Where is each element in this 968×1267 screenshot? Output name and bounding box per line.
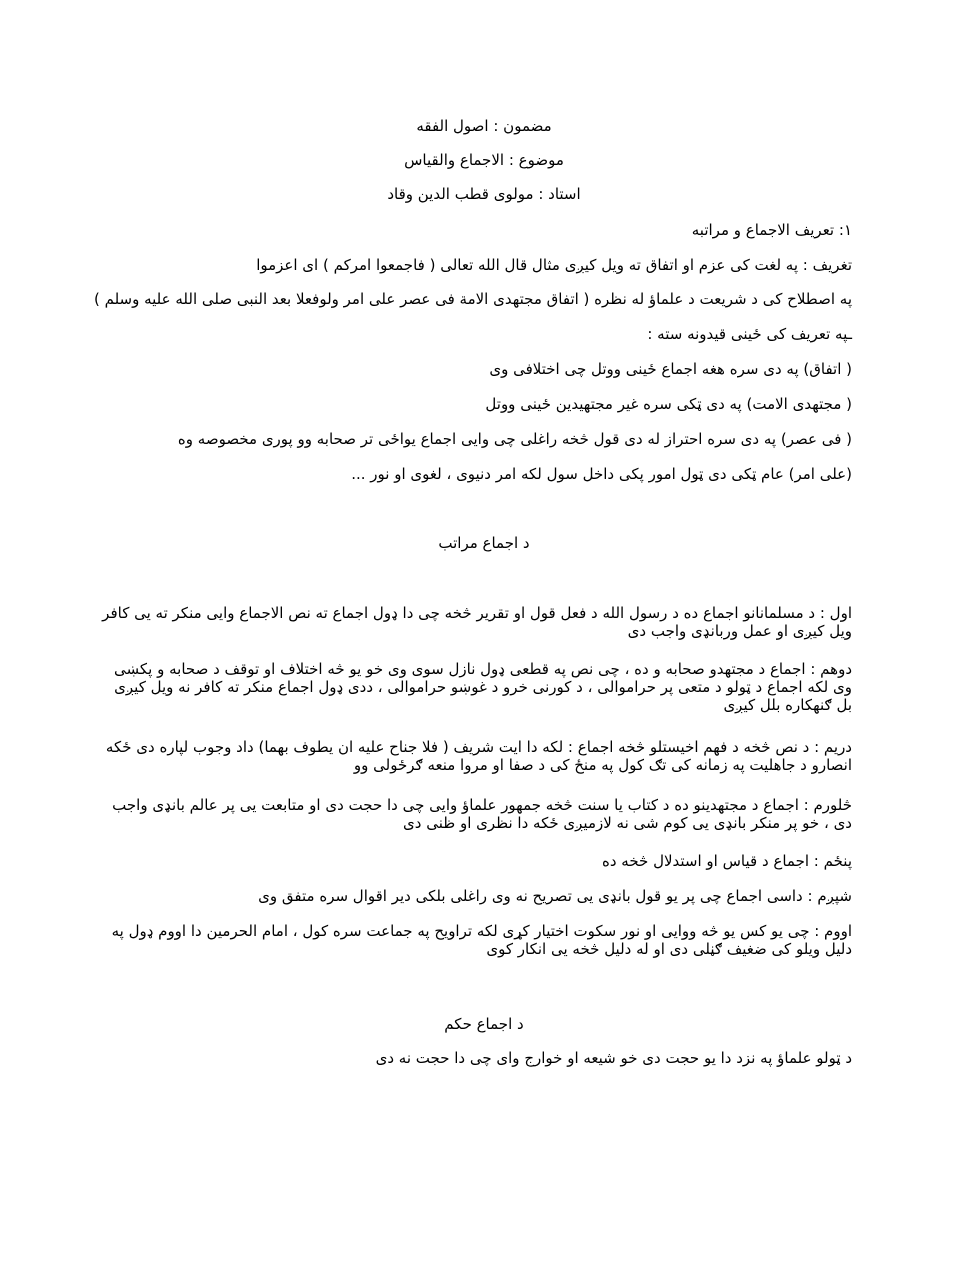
definition-conditions-intro: ـپه تعریف کی ځینی قیدونه سته : xyxy=(647,325,852,343)
topic-line: موضوع : الاجماع والقياس xyxy=(404,151,564,169)
section3-heading: د اجماع حکم xyxy=(444,1015,524,1033)
condition-fi-asr: ( فی عصر) په دی سره احتراز له دی قول څخه راغلی چی وایی اجماع یواځی تر صحابه وو پوری مخصوصه وه xyxy=(177,430,852,448)
definition-lexical: تغریف : په لغت کی عزم او اتفاق ته ویل کیږی مثال قال الله تعالی ( فاجمعوا امرکم ) ای اعزموا xyxy=(256,256,852,274)
section2-heading: د اجماع مراتب xyxy=(438,534,530,552)
rank-5-paragraph: پنځم : اجماع د قیاس او استدلال څخه ده xyxy=(602,852,852,870)
definition-technical: په اصطلاح کی د شریعت د علماؤ له نظره ( اتفاق مجتهدی الامة فی عصر علی امر ولوفعلا بعد النبی صلی الله علیه وسلم ) xyxy=(93,290,852,308)
rank-6-paragraph: شپږم : داسی اجماع چی پر یو قول بانډی یی تصریح نه وی راغلی بلکی دیر اقوال سره متفق وی xyxy=(258,887,852,905)
condition-ala-amr: (علی امر) عام ټکی دی ټول امور پکی داخل سول لکه امر دنیوی ، لغوی او نور ... xyxy=(351,465,852,483)
rank-7-paragraph: اووم : چی یو کس یو څه ووایی او نور سکوت اختیار کړی لکه تراویح په جماعت سره کول ، امام الحرمین دا اووم ډول په دلیل ویلو کی ضغیف ګڼلی دی او له دلیل څخه یی انکار کوی xyxy=(111,922,852,958)
teacher-line: استاد : مولوی قطب الدین وقاد xyxy=(387,185,581,203)
rank-1-paragraph: اول : د مسلمانانو اجماع ده د رسول الله د فعل قول او تقریر څخه چی دا ډول اجماع ته نص الاجماع وایی منکر ته یی کافر ویل کیږی او عمل وربانډی واجب دی xyxy=(102,604,852,640)
rank-3-paragraph: دریم : د نص څخه د فهم اخیستلو څخه اجماع : لکه دا ایت شریف ( فلا جناح علیه ان یطوف بهما) داد وجوب لپاره دی ځکه انصارو د جاهلیت په زمانه کی تګ کول په منځ کی د صفا او مروا منعه ګرځولی وو xyxy=(105,738,852,774)
section1-heading: ١: تعریف الاجماع و مراتبه xyxy=(691,221,852,239)
rank-4-paragraph: څلورم : اجماع د مجتهدینو ده د کتاب یا سنت څخه جمهور علماؤ وایی چی دا حجت دی او متابعت یی پر عالم بانډی واجب دی ، خو پر منکر بانډی یی کوم شی نه لازمیږی ځکه دا نظری او ظنی دی xyxy=(112,796,852,832)
condition-mujtahidi: ( مجتهدی الامت) په دی ټکی سره غیر مجتهیدین ځینی ووتل xyxy=(485,395,852,413)
condition-ittifaq: ( اتفاق) په دی سره هغه اجماع ځینی ووتل چی اختلافی وی xyxy=(489,360,852,378)
ruling-line: د ټولو علماؤ په نزد دا یو حجت دی خو شیعه او خوارج وای چی دا حجت نه دی xyxy=(375,1049,852,1067)
rank-2-paragraph: دوهم : اجماع د مجتهدو صحابه و ده ، چی نص په قطعی ډول نازل سوی وی خو یو څه اختلاف او توقف د صحابه و پکښی وی لکه اجماع د ټولو د متعی پر حراموالی ، د کورنی خرو د غوښو حراموالی ، ددی ډول اجماع منکر ته کافر نه ویل کیږی بل ګنهکاره بلل کیږی xyxy=(114,660,852,714)
subject-line: مضمون : اصول الفقه xyxy=(416,117,552,135)
